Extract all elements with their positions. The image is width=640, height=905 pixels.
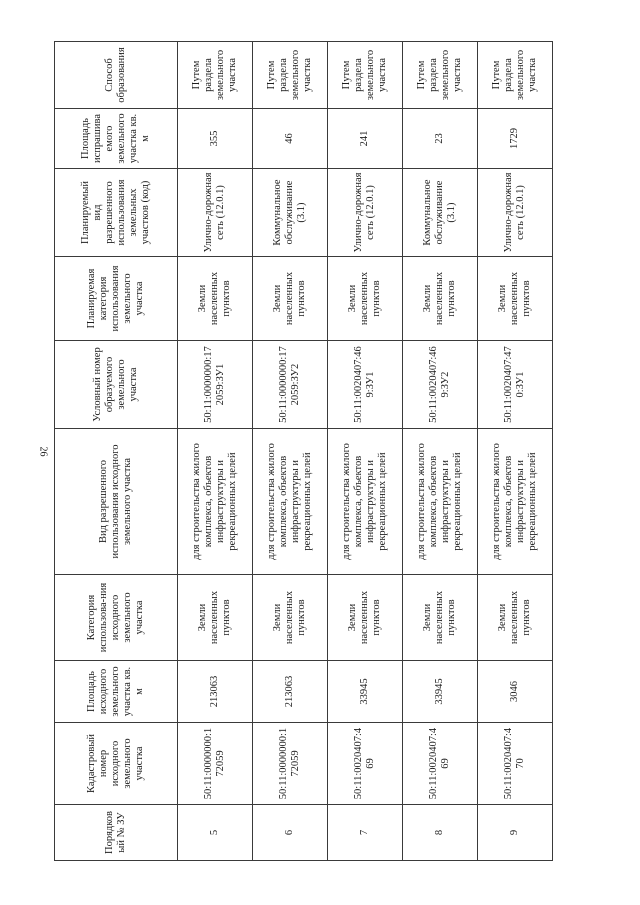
header-cell: Кадастровый номер исходного земельного участка [55, 723, 178, 805]
table-cell: 7 [328, 805, 403, 861]
table-cell: Коммунальное обслуживание (3.1) [253, 169, 328, 257]
table-cell: Земли населенных пунктов [178, 575, 253, 661]
land-plot-table-container [54, 42, 553, 861]
table-cell: 50:11:0000000:172059:ЗУ2 [253, 341, 328, 429]
table-cell: Путем раздела земельного участка [403, 42, 478, 109]
table-cell: Путем раздела земельного участка [328, 42, 403, 109]
table-cell: Земли населенных пунктов [328, 257, 403, 341]
table-cell: для строительства жилого комплекса, объектов инфраструктуры и рекреационных целей [178, 429, 253, 575]
header-cell: Планируемая категория использования земельного участка [55, 257, 178, 341]
table-cell: 46 [253, 109, 328, 169]
table-cell: 23 [403, 109, 478, 169]
table-cell: Земли населенных пунктов [178, 257, 253, 341]
table-cell: для строительства жилого комплекса, объектов инфраструктуры и рекреационных целей [253, 429, 328, 575]
header-cell: Способ образования [55, 42, 178, 109]
table-cell: Земли населенных пунктов [403, 257, 478, 341]
table-cell: 3046 [478, 661, 553, 723]
table-cell: для строительства жилого комплекса, объектов инфраструктуры и рекреационных целей [403, 429, 478, 575]
table-cell: для строительства жилого комплекса, объектов инфраструктуры и рекреационных целей [328, 429, 403, 575]
table-row [403, 42, 478, 861]
header-cell: Порядковый № ЗУ [55, 805, 178, 861]
table-cell: 50:11:0020407:469:ЗУ1 [328, 341, 403, 429]
table-cell: Земли населенных пунктов [478, 257, 553, 341]
table-cell: Коммунальное обслуживание (3.1) [403, 169, 478, 257]
table-row [328, 42, 403, 861]
table-cell: 33945 [403, 661, 478, 723]
table-cell: Земли населенных пунктов [253, 575, 328, 661]
table-cell: Улично-дорожная сеть (12.0.1) [178, 169, 253, 257]
header-cell: Площадь исходного земельного участка кв. м [55, 661, 178, 723]
table-cell: Земли населенных пунктов [478, 575, 553, 661]
header-cell: Вид разрешенного использования исходного земельного участка [55, 429, 178, 575]
table-cell: для строительства жилого комплекса, объектов инфраструктуры и рекреационных целей [478, 429, 553, 575]
table-cell: 6 [253, 805, 328, 861]
table-cell: 50:11:0000000:172059 [178, 723, 253, 805]
table-cell: 8 [403, 805, 478, 861]
table-cell: 50:11:0000000:172059 [253, 723, 328, 805]
table-cell: 50:11:0020407:469:ЗУ2 [403, 341, 478, 429]
table-cell: Улично-дорожная сеть (12.0.1) [328, 169, 403, 257]
table-cell: Улично-дорожная сеть (12.0.1) [478, 169, 553, 257]
page-number: 26 [37, 446, 49, 457]
table-cell: 50:11:0020407:469 [328, 723, 403, 805]
table-cell: 5 [178, 805, 253, 861]
table-cell: 355 [178, 109, 253, 169]
table-cell: Земли населенных пунктов [328, 575, 403, 661]
land-plot-table [54, 41, 553, 861]
table-cell: 50:11:0000000:172059:ЗУ1 [178, 341, 253, 429]
table-row [478, 42, 553, 861]
table-cell: Путем раздела земельного участка [253, 42, 328, 109]
table-cell: 50:11:0020407:469 [403, 723, 478, 805]
header-cell: Площадь испрашиваемого земельного участка кв. м [55, 109, 178, 169]
header-cell: Категория использова-ния исходного земельного участка [55, 575, 178, 661]
table-cell: 213063 [253, 661, 328, 723]
table-cell: 213063 [178, 661, 253, 723]
table-row [253, 42, 328, 861]
header-cell: Планируемый вид разрешенного использования земельных участков (код) [55, 169, 178, 257]
table-row [178, 42, 253, 861]
table-cell: 1729 [478, 109, 553, 169]
header-cell: Условный номер образуемого земельного участка [55, 341, 178, 429]
table-cell: 33945 [328, 661, 403, 723]
table-cell: Земли населенных пунктов [253, 257, 328, 341]
table-header-row [55, 42, 178, 861]
table-cell: 9 [478, 805, 553, 861]
table-cell: Земли населенных пунктов [403, 575, 478, 661]
table-cell: 50:11:0020407:470 [478, 723, 553, 805]
table-cell: 50:11:0020407:470:ЗУ1 [478, 341, 553, 429]
table-cell: 241 [328, 109, 403, 169]
table-cell: Путем раздела земельного участка [178, 42, 253, 109]
table-cell: Путем раздела земельного участка [478, 42, 553, 109]
